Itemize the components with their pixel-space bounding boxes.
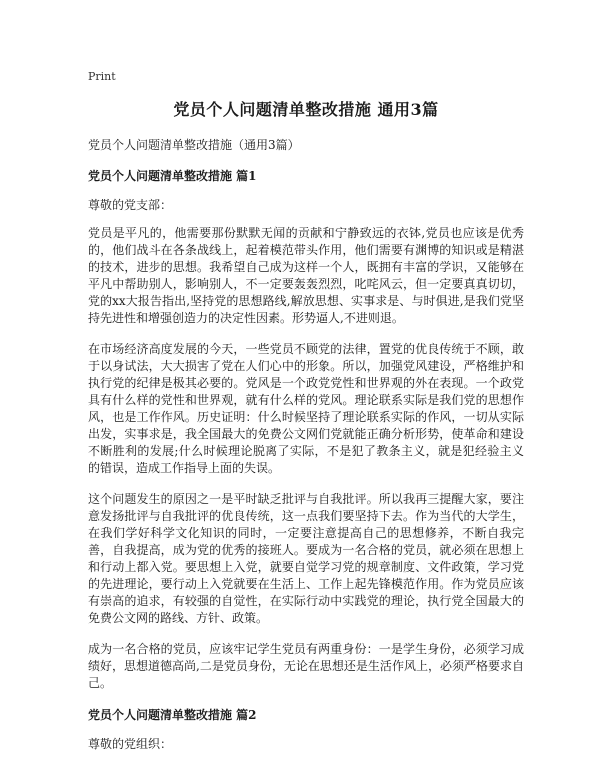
paragraph: 在市场经济高度发展的今天，一些党员不顾党的法律，置党的优良传统于不顾，敢于以身试法，大大损害了党在人们心中的形象。所以，加强党风建设，严格维护和执行党的纪律是极其必要的。党风是一个政党党性和世界观的外在表现。一个政党具有什么样的党性和世界观，就有什么样的党风。理论联系实际是我们党的思想作风，也是工作作风。历史证明：什么时候坚持了理论联系实际的作风，一切从实际出发，实事求是，我全国最大的免费公文网们党就能正确分析形势，使革命和建设不断胜利的发展;什么时候理论脱离了实际，不是犯了教条主义，就是犯经验主义的错误，造成工作指导上面的失误。 <box>88 342 524 475</box>
paragraph: 这个问题发生的原因之一是平时缺乏批评与自我批评。所以我再三提醒大家，要注意发扬批评与自我批评的优良传统，这一点我们要坚持下去。作为当代的大学生，在我们学好科学文化知识的同时，一定要注意提高自己的思想修养，不断自我完善，自我提高，成为党的优秀的接班人。要成为一名合格的党员，就必须在思想上和行动上都入党。要思想上入党，就要自觉学习党的规章制度、文件政策，学习党的先进理论，要行动上入党就要在生活上、工作上起先锋模范作用。作为党员应该有崇高的追求，有较强的自觉性，在实际行动中实践党的理论，执行党全国最大的免费公文网的路线、方针、政策。 <box>88 492 524 625</box>
section-heading: 党员个人问题清单整改措施 篇2 <box>88 708 257 722</box>
page-title: 党员个人问题清单整改措施 通用3篇 <box>173 100 439 119</box>
section-heading: 党员个人问题清单整改措施 篇1 <box>88 169 257 183</box>
document-page <box>88 70 524 764</box>
print-label[interactable]: Print <box>88 70 116 83</box>
paragraph: 成为一名合格的党员，应该牢记学生党员有两重身份：一是学生身份，必须学习成绩好，思想道德高尚,二是党员身份，无论在思想还是生活作风上，必须严格要求自己。 <box>88 642 524 690</box>
salutation: 尊敬的党支部： <box>88 198 173 212</box>
salutation: 尊敬的党组织： <box>88 737 173 751</box>
section-1 <box>88 167 524 692</box>
section-2 <box>88 706 524 752</box>
document-subtitle: 党员个人问题清单整改措施（通用3篇） <box>88 138 300 152</box>
paragraph: 党员是平凡的，他需要那份默默无闻的贡献和宁静致远的衣钵,党员也应该是优秀的，他们战斗在各条战线上，起着模范带头作用，他们需要有渊博的知识或是精湛的技术，进步的思想。我希望自己成为这样一个人，既拥有丰富的学识，又能够在平凡中帮助别人，影响别人，不一定要轰轰烈烈，叱咤风云，但一定要真真切切，党的xx大报告指出,坚持党的思想路线,解放思想、实事求是、与时俱进,是我们党坚持先进性和增强创造力的决定性因素。形势逼人,不进则退。 <box>88 226 524 325</box>
